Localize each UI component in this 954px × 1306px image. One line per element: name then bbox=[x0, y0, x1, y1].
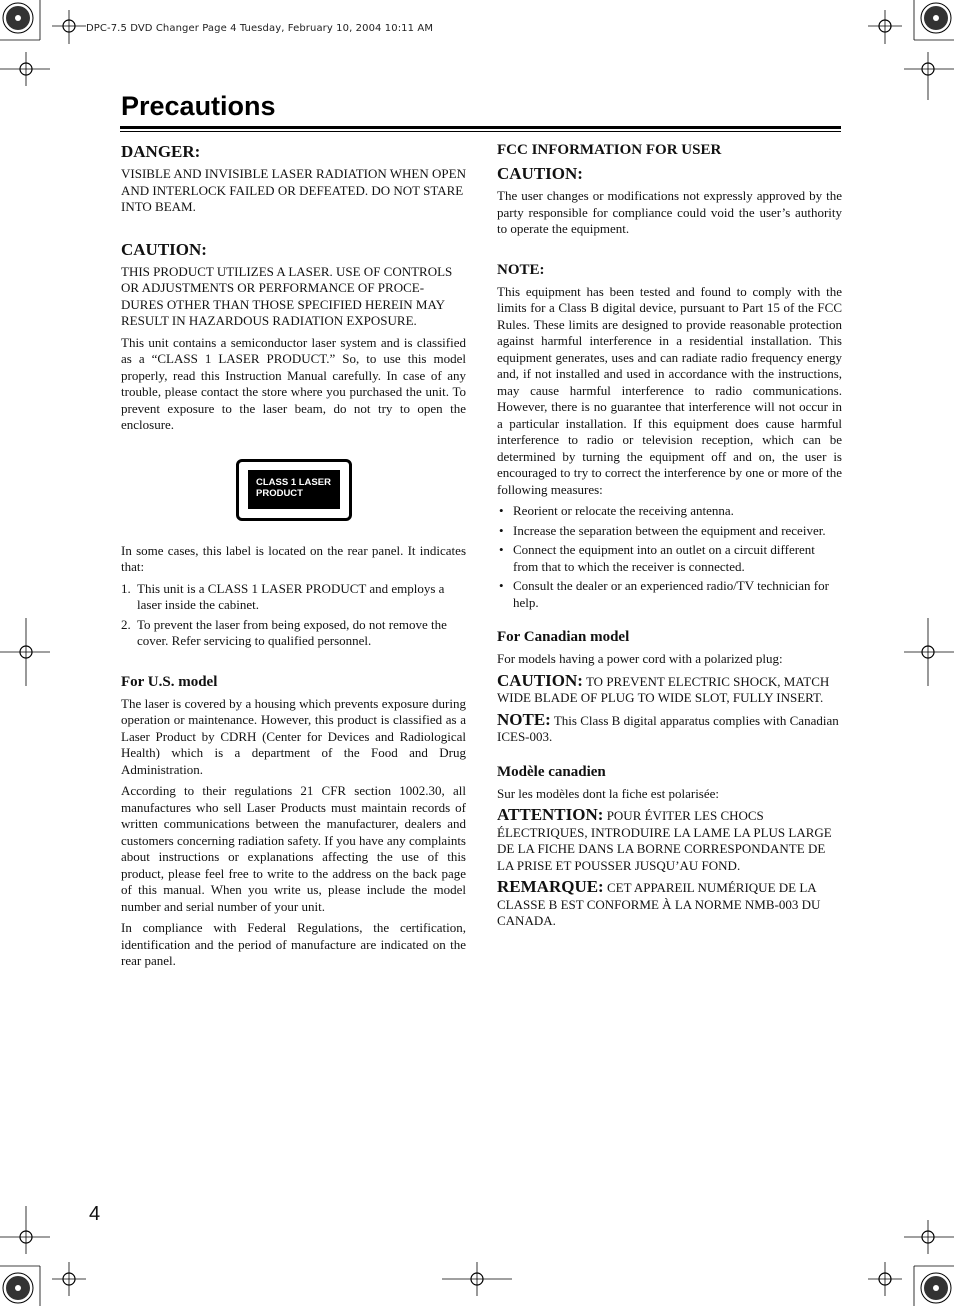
modele-heading: Modèle canadien bbox=[497, 763, 606, 780]
remarque-text: REMARQUE: CET APPAREIL NUMÉRIQUE DE LA CLASSE B EST CONFORME À LA NORME NMB-003 DU CANADA. bbox=[497, 877, 821, 928]
laser-label-line2: PRODUCT bbox=[256, 487, 303, 499]
caution-text: THIS PRODUCT UTILIZES A LASER. USE OF CONTROLS OR ADJUSTMENTS OR PERFORMANCE OF PROCE-DURES OTHER THAN THOSE SPECIFIED HEREIN MAY RESULT IN HAZARDOUS RADIATION EXPOSURE. bbox=[121, 263, 453, 328]
laser-paragraph: This unit contains a semiconductor laser system and is classified as a “CLASS 1 LASER PRODUCT.” So, to use this model properly, read this Instruction Manual carefully. In case of any trouble, please contact the store where you purchased the unit. To prevent exposure to the laser beam, do not try to open the enclosure. bbox=[121, 334, 466, 432]
fcc-measures-list bbox=[497, 503, 842, 611]
page-number: 4 bbox=[89, 1203, 101, 1225]
laser-label-figure bbox=[121, 439, 466, 543]
list-item: • Connect the equipment into an outlet on a circuit different from that to which the receiver is connected. bbox=[499, 542, 815, 574]
left-column bbox=[121, 142, 466, 975]
us-model-heading: For U.S. model bbox=[121, 673, 218, 690]
danger-text: VISIBLE AND INVISIBLE LASER RADIATION WHEN OPEN AND INTERLOCK FAILED OR DEFEATED. DO NOT STARE INTO BEAM. bbox=[121, 166, 466, 214]
print-header: DPC-7.5 DVD Changer Page 4 Tuesday, February 10, 2004 10:11 AM bbox=[86, 23, 434, 34]
page-title: Precautions bbox=[121, 91, 276, 121]
laser-label-line1: CLASS 1 LASER bbox=[256, 476, 331, 488]
canadian-heading: For Canadian model bbox=[497, 629, 630, 645]
title-rule-thick bbox=[120, 126, 841, 129]
modele-intro: Sur les modèles dont la fiche est polarisée: bbox=[497, 785, 720, 801]
canadian-intro: For models having a power cord with a polarized plug: bbox=[497, 651, 783, 666]
right-column bbox=[497, 142, 842, 935]
caution-heading: CAUTION: bbox=[121, 239, 207, 259]
laser-list bbox=[121, 581, 466, 650]
fcc-note-text: This equipment has been tested and found to comply with the limits for a Class B digital device, pursuant to Part 15 of the FCC Rules. These limits are designed to provide reasonable protection against harmful interference in a residential installation. This equipment generates, uses and can radiate radio frequency energy and, if not installed and used in accordance with the instructions, may cause harmful interference to radio communications. However, there is no guarantee that interference will not occur in a particular installation. If this equipment does cause harmful interference to radio or television reception, which can be determined by turning the equipment off and on, the user is encouraged to try to correct the interference by one or more of the following measures: bbox=[497, 283, 842, 497]
fcc-heading: FCC INFORMATION FOR USER bbox=[497, 142, 722, 158]
canadian-note: NOTE: This Class B digital apparatus complies with Canadian ICES-003. bbox=[497, 709, 839, 744]
fcc-caution-text: The user changes or modifications not expressly approved by the party responsible for compliance could void the user’s authority to operate the equipment. bbox=[497, 188, 842, 236]
fcc-caution-heading: CAUTION: bbox=[497, 164, 583, 183]
list-item: • Increase the separation between the equipment and receiver. bbox=[499, 522, 826, 538]
us-paragraph-1: The laser is covered by a housing which prevents exposure during operation or maintenance. However, this product is classified as a Laser Product by CDRH (Center for Devices and Radiological Health) which is a department of the Food and Drug Administration. bbox=[121, 695, 466, 777]
label-location-text: In some cases, this label is located on the rear panel. It indicates that: bbox=[121, 542, 466, 574]
us-paragraph-3: In compliance with Federal Regulations, the certification, identification and the period of manufacture are indicated on the rear panel. bbox=[121, 920, 466, 968]
danger-heading: DANGER: bbox=[121, 142, 201, 161]
list-item: • Reorient or relocate the receiving antenna. bbox=[499, 503, 734, 518]
list-item: 1. This unit is a CLASS 1 LASER PRODUCT and employs a laser inside the cabinet. bbox=[121, 580, 445, 612]
canadian-caution: CAUTION: TO PREVENT ELECTRIC SHOCK, MATCH WIDE BLADE OF PLUG TO WIDE SLOT, FULLY INSERT. bbox=[497, 670, 830, 705]
list-item: • Consult the dealer or an experienced radio/TV technician for help. bbox=[499, 578, 829, 610]
attention-text: ATTENTION: POUR ÉVITER LES CHOCS ÉLECTRIQUES, INTRODUIRE LA LAME LA PLUS LARGE DE LA FICHE DANS LA BORNE CORRESPONDANTE DE LA PRISE ET POUSSER JUSQU’AU FOND. bbox=[497, 805, 832, 873]
list-item: 2. To prevent the laser from being exposed, do not remove the cover. Refer servicing to qualified personnel. bbox=[121, 616, 447, 648]
laser-label bbox=[236, 459, 352, 521]
fcc-note-heading: NOTE: bbox=[497, 261, 545, 278]
us-paragraph-2: According to their regulations 21 CFR section 1002.30, all manufactures who sell Laser Products must maintain records of written communications between the manufacturer, dealers and customers concerning radiation safety. If you have any complaints about instructions or explanations affecting the use of this product, please feel free to write to the address on the back page of this manual. When you write us, please include the model number and serial number of your unit. bbox=[121, 783, 466, 914]
title-rule-thin bbox=[120, 131, 841, 132]
